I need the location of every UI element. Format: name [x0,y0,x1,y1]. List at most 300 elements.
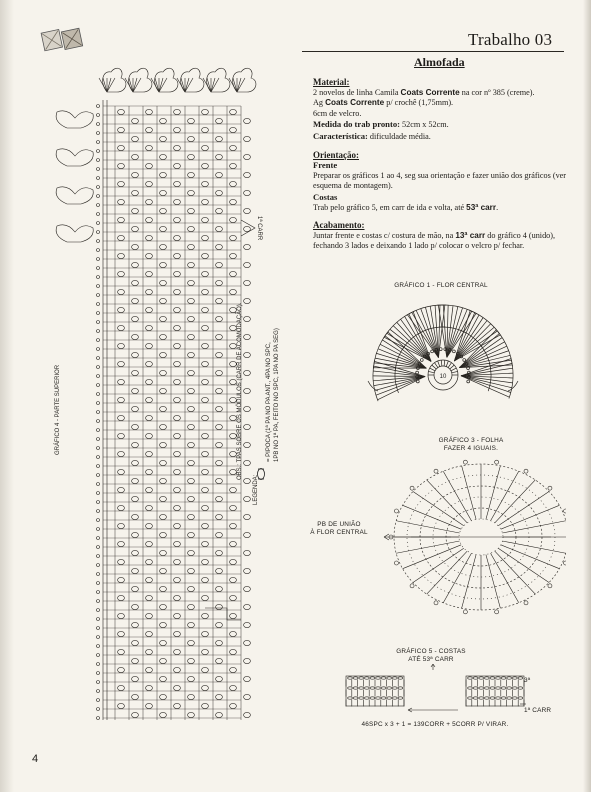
popcorn-stitch [146,613,153,618]
popcorn-stitch [146,271,153,276]
edge-chain [97,132,100,135]
picot [394,509,398,513]
characteristic-line [313,131,571,143]
edge-chain [97,105,100,108]
page-shadow-left [0,0,14,792]
popcorn-stitch [216,712,223,717]
popcorn-stitch [188,334,195,339]
popcorn-stitch [230,703,237,708]
popcorn-stitch [216,118,223,123]
popcorn-stitch [160,694,167,699]
popcorn-stitch [202,343,209,348]
popcorn-stitch [230,577,237,582]
popcorn-stitch [216,244,223,249]
graphic-3-subtitle: FAZER 4 IGUAIS. [443,445,499,452]
popcorn-stitch [202,433,209,438]
popcorn-stitch [216,586,223,591]
popcorn-stitch [216,532,223,537]
popcorn-stitch [118,325,125,330]
chain-stitch [392,687,397,689]
instructions-column [313,77,571,252]
popcorn-stitch [244,190,251,195]
popcorn-stitch [216,172,223,177]
popcorn-stitch [132,316,139,321]
popcorn-stitch [132,388,139,393]
leaf-rib [427,551,468,594]
popcorn-stitch [118,541,125,546]
popcorn-stitch [174,541,181,546]
picot [463,610,467,614]
popcorn-stitch [230,541,237,546]
chain-stitch [348,687,353,689]
popcorn-stitch [118,343,125,348]
popcorn-stitch [216,424,223,429]
edge-chain [97,276,100,279]
popcorn-stitch [188,208,195,213]
popcorn-stitch [132,640,139,645]
popcorn-stitch [160,532,167,537]
picot [410,584,414,588]
popcorn-stitch [118,415,125,420]
stitch-mark [451,368,456,371]
popcorn-stitch [244,226,251,231]
popcorn-stitch [118,505,125,510]
popcorn-stitch [118,649,125,654]
popcorn-stitch [174,199,181,204]
popcorn-stitch [188,406,195,411]
join-label-line-1: PB DE UNIÃO [317,521,361,528]
popcorn-stitch [146,361,153,366]
popcorn-stitch [146,343,153,348]
popcorn-stitch [244,136,251,141]
edge-chain [97,447,100,450]
popcorn-stitch [230,199,237,204]
popcorn-stitch [132,442,139,447]
material-line-3: 6cm de velcro. [313,108,362,118]
finishing-text-body: Juntar frente e costas c/ costura de mão, na [313,230,456,240]
chain-stitch [496,697,501,699]
popcorn-stitch [244,586,251,591]
chain-stitch [420,359,423,362]
popcorn-stitch [132,550,139,555]
edge-chain [97,717,100,720]
popcorn-stitch [174,109,181,114]
popcorn-stitch [160,388,167,393]
popcorn-stitch [132,190,139,195]
popcorn-stitch [188,604,195,609]
popcorn-stitch [230,109,237,114]
popcorn-stitch [188,298,195,303]
popcorn-stitch [146,199,153,204]
chain-stitch [348,677,353,679]
popcorn-stitch [118,181,125,186]
popcorn-stitch [160,622,167,627]
edge-chain [97,285,100,288]
popcorn-stitch [216,262,223,267]
popcorn-stitch [188,550,195,555]
popcorn-stitch [174,289,181,294]
popcorn-stitch [160,442,167,447]
leaf-rib [413,491,464,525]
petal-stitch [107,78,111,92]
petal-stitch [237,78,241,92]
popcorn-stitch [202,505,209,510]
popcorn-stitch [146,703,153,708]
orientation-heading: Orientação: [313,149,359,160]
chain-stitch [376,677,381,679]
petal-stitch [203,78,211,92]
front-heading: Frente [313,160,338,171]
popcorn-stitch [188,478,195,483]
leaf-rib [495,551,536,594]
edge-chain [97,222,100,225]
popcorn-stitch [244,604,251,609]
edge-chain [97,213,100,216]
edge-chain [97,366,100,369]
edge-chain [97,492,100,495]
popcorn-stitch [118,433,125,438]
graphic-4-top-part-diagram [45,60,260,732]
stitch-mark [444,360,445,366]
graphic-4-note: OBS.: TPAS SOBRE OS MÓDULOS (CARR DE ACOMODAÇÃO). [237,302,243,480]
chain-stitch [518,677,523,679]
popcorn-stitch [244,676,251,681]
picot [524,601,528,605]
popcorn-stitch [160,460,167,465]
edge-chain [97,231,100,234]
popcorn-stitch [188,514,195,519]
popcorn-stitch [174,397,181,402]
petal-stitch [155,78,159,92]
popcorn-stitch [132,244,139,249]
side-flower-motif [56,225,93,242]
popcorn-stitch [230,253,237,258]
popcorn-stitch [230,343,237,348]
popcorn-stitch [160,262,167,267]
edge-chain [97,384,100,387]
petal-stitch [159,78,163,92]
popcorn-stitch [118,253,125,258]
petal-stitch [107,78,115,92]
popcorn-stitch [216,388,223,393]
popcorn-stitch [118,163,125,168]
work-title: Trabalho 03 [468,30,553,49]
popcorn-stitch [118,631,125,636]
graphic-5-stitch-count: 46SPC x 3 + 1 = 139CORR + 5CORR P/ VIRAR. [361,721,509,728]
popcorn-stitch [230,613,237,618]
edge-chain [97,654,100,657]
edge-chain [97,393,100,396]
popcorn-stitch [174,631,181,636]
edge-chain [97,123,100,126]
popcorn-stitch [244,532,251,537]
popcorn-stitch [244,568,251,573]
popcorn-stitch [146,631,153,636]
chain-stitch [512,687,517,689]
popcorn-stitch [132,154,139,159]
side-flower-motif [56,187,93,204]
edge-chain [97,438,100,441]
popcorn-stitch [160,226,167,231]
popcorn-stitch [174,667,181,672]
popcorn-stitch [244,280,251,285]
chain-stitch [501,687,506,689]
popcorn-stitch [230,235,237,240]
popcorn-stitch [118,307,125,312]
popcorn-stitch [118,145,125,150]
chain-stitch [467,380,470,383]
popcorn-stitch [132,208,139,213]
popcorn-stitch [146,451,153,456]
petal-stitch [181,78,185,92]
edge-chain [97,186,100,189]
petal-stitch [211,78,219,92]
popcorn-stitch [146,523,153,528]
popcorn-stitch [188,370,195,375]
popcorn-stitch [146,217,153,222]
popcorn-stitch [118,271,125,276]
edge-chain [97,564,100,567]
popcorn-stitch [146,397,153,402]
popcorn-stitch [216,676,223,681]
popcorn-stitch [146,487,153,492]
edge-chain [97,375,100,378]
popcorn-stitch [244,262,251,267]
leaf-rib [462,555,476,609]
chain-stitch [364,677,369,679]
brand-name: Coats Corrente [400,87,460,97]
popcorn-stitch [146,163,153,168]
edge-chain [97,582,100,585]
popcorn-stitch [244,478,251,483]
popcorn-stitch [244,460,251,465]
popcorn-stitch [146,109,153,114]
popcorn-stitch [174,361,181,366]
chain-stitch [496,677,501,679]
popcorn-stitch [230,163,237,168]
popcorn-stitch [202,559,209,564]
popcorn-stitch [244,298,251,303]
popcorn-stitch [132,622,139,627]
petal-stitch [185,78,189,92]
petal-stitch [233,78,237,92]
picot [548,486,552,490]
popcorn-stitch [202,613,209,618]
popcorn-stitch [174,217,181,222]
popcorn-stitch [230,649,237,654]
popcorn-stitch [160,316,167,321]
side-flower-motif [56,149,93,166]
popcorn-stitch [174,451,181,456]
popcorn-stitch [174,181,181,186]
petal-stitch [125,78,133,92]
leaf-rib [491,471,519,521]
popcorn-stitch [202,325,209,330]
popcorn-stitch [160,118,167,123]
popcorn-stitch [118,289,125,294]
edge-chain [97,240,100,243]
popcorn-stitch [230,631,237,636]
popcorn-stitch [244,154,251,159]
material-line-1 [313,88,571,99]
popcorn-stitch [160,568,167,573]
petal-stitch [159,78,167,92]
popcorn-stitch [146,541,153,546]
edge-chain [97,114,100,117]
popcorn-stitch [160,406,167,411]
popcorn-stitch [202,271,209,276]
popcorn-stitch [202,523,209,528]
popcorn-stitch [132,478,139,483]
popcorn-stitch [174,649,181,654]
popcorn-stitch [174,487,181,492]
popcorn-stitch [118,613,125,618]
chain-stitch [484,697,489,699]
back-text [313,203,571,214]
chain-stitch [473,697,478,699]
popcorn-stitch [244,388,251,393]
leaf-rib [498,548,549,582]
size-label: Medida do trab pronto: [313,119,400,130]
edge-chain [97,267,100,270]
popcorn-stitch [174,307,181,312]
popcorn-stitch [174,433,181,438]
petal-stitch [133,78,137,92]
stitch-mark [448,363,451,368]
popcorn-stitch [230,397,237,402]
popcorn-stitch [244,640,251,645]
popcorn-stitch [146,127,153,132]
chain-stitch [398,697,403,699]
popcorn-stitch [188,244,195,249]
popcorn-stitch [146,325,153,330]
chain-stitch [473,687,478,689]
petal-stitch [151,78,159,92]
material-line-1-text: 2 novelos de linha Camila [313,87,401,97]
leaf-rib [403,505,462,529]
popcorn-stitch [202,199,209,204]
popcorn-stitch [160,514,167,519]
chain-stitch [376,687,381,689]
stitch-mark [438,361,440,367]
edge-chain [97,321,100,324]
popcorn-stitch [202,397,209,402]
popcorn-stitch [118,703,125,708]
popcorn-stitch [160,244,167,249]
popcorn-stitch [230,433,237,438]
edge-chain [97,150,100,153]
chain-stitch [392,697,397,699]
popcorn-stitch [160,586,167,591]
popcorn-stitch [202,703,209,708]
popcorn-stitch [160,352,167,357]
popcorn-stitch [230,685,237,690]
popcorn-stitch [216,604,223,609]
chain-stitch [468,677,473,679]
popcorn-stitch [216,478,223,483]
popcorn-stitch [230,379,237,384]
petal-stitch [103,78,107,92]
popcorn-stitch [118,469,125,474]
chain-stitch [359,677,364,679]
stitch-mark [441,360,442,366]
popcorn-stitch [244,370,251,375]
popcorn-stitch [174,703,181,708]
popcorn-stitch [244,514,251,519]
popcorn-stitch [132,172,139,177]
petal-stitch [185,78,193,92]
chain-stitch [353,697,358,699]
popcorn-stitch [118,361,125,366]
popcorn-stitch [188,568,195,573]
popcorn-stitch [174,253,181,258]
leaf-rib [443,553,471,603]
chain-stitch [376,697,381,699]
chain-stitch [359,697,364,699]
popcorn-stitch [118,379,125,384]
popcorn-stitch [216,658,223,663]
popcorn-stitch [174,145,181,150]
chain-stitch [353,687,358,689]
popcorn-stitch [230,271,237,276]
leaf-rib [502,541,565,553]
petal-stitch [177,78,185,92]
chain-stitch [468,697,473,699]
popcorn-stitch [216,496,223,501]
edge-chain [97,411,100,414]
popcorn-stitch [188,676,195,681]
fan-stitch [407,315,438,358]
front-text: Preparar os gráficos 1 ao 4, seg sua orientação e fazer união dos gráficos (ver esquema de montagem). [313,170,567,191]
back-heading: Costas [313,191,338,202]
edge-chain [97,474,100,477]
popcorn-stitch [132,370,139,375]
popcorn-stitch [216,298,223,303]
popcorn-stitch [188,586,195,591]
popcorn-stitch [118,217,125,222]
popcorn-stitch [174,685,181,690]
popcorn-stitch [216,640,223,645]
chain-stitch [479,677,484,679]
picot [548,584,552,588]
chain-stitch [387,677,392,679]
popcorn-stitch [244,334,251,339]
characteristic-value: dificuldade média. [367,131,431,141]
popcorn-stitch [244,352,251,357]
chain-stitch [370,677,375,679]
popcorn-stitch [132,568,139,573]
step-edge [241,220,255,236]
popcorn-stitch [146,307,153,312]
popcorn-stitch [118,397,125,402]
edge-chain [97,519,100,522]
chain-stitch [387,697,392,699]
popcorn-stitch [174,343,181,348]
chain-stitch [468,687,473,689]
popcorn-stitch [202,289,209,294]
legend-heading: LEGENDA: [253,474,259,505]
popcorn-stitch [174,523,181,528]
popcorn-stitch [146,379,153,384]
popcorn-stitch [146,595,153,600]
popcorn-stitch [132,604,139,609]
material-heading: Material: [313,77,350,87]
material-line-2 [313,98,571,109]
popcorn-stitch [244,118,251,123]
popcorn-stitch [174,379,181,384]
edge-chain [97,312,100,315]
popcorn-stitch [146,433,153,438]
